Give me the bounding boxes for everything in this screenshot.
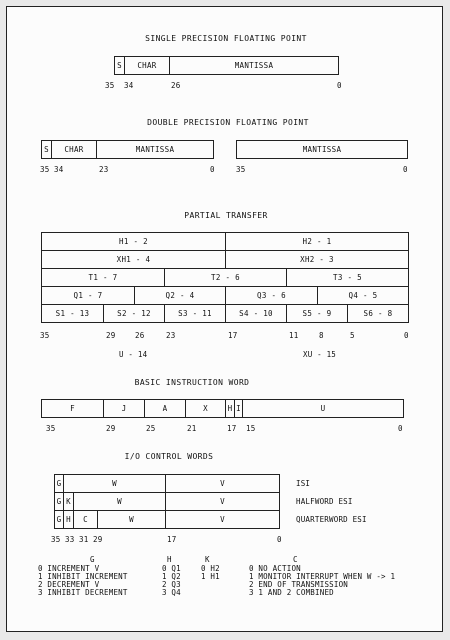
io-bit-17: 17 [167,535,177,544]
io-half-label: HALFWORD ESI [296,497,353,506]
io-isi-v: V [165,474,280,493]
double-bit-23: 23 [99,165,109,174]
single-s-field: S [114,56,125,75]
partial-t2: T2 - 6 [164,268,287,287]
single-bit-26: 26 [171,81,181,90]
double-char-field: CHAR [51,140,97,159]
partial-bit-11: 11 [289,331,299,340]
legend-k-1: 1 H1 [201,572,220,581]
partial-bit-26: 26 [135,331,145,340]
partial-s6: S6 - 8 [347,304,409,323]
single-char-field: CHAR [124,56,170,75]
io-quarter-v: V [165,510,280,529]
basic-bit-15: 15 [246,424,256,433]
legend-k-head: K [205,555,210,564]
partial-h2: H2 - 1 [225,232,409,251]
partial-bit-8: 8 [319,331,324,340]
partial-bit-35: 35 [40,331,50,340]
partial-q1: Q1 - 7 [41,286,135,305]
io-bit-0: 0 [277,535,282,544]
partial-s1: S1 - 13 [41,304,104,323]
io-quarter-label: QUARTERWORD ESI [296,515,367,524]
double-precision-title: DOUBLE PRECISION FLOATING POINT [147,118,309,127]
io-quarter-c: C [73,510,98,529]
partial-xu-label: XU - 15 [303,350,337,359]
basic-bit-0: 0 [398,424,403,433]
io-bit-35: 35 [51,535,61,544]
partial-s4: S4 - 10 [225,304,287,323]
basic-bit-25: 25 [146,424,156,433]
io-half-g: G [54,492,64,511]
partial-q2: Q2 - 4 [134,286,226,305]
io-quarter-h: H [63,510,74,529]
legend-h-head: H [167,555,172,564]
basic-bit-21: 21 [187,424,197,433]
io-half-k: K [63,492,74,511]
io-quarter-g: G [54,510,64,529]
partial-s3: S3 - 11 [164,304,226,323]
legend-h-3: 3 Q4 [162,588,181,597]
legend-h-2: 2 Q3 [162,580,181,589]
basic-f-field: F [41,399,104,418]
single-precision-title: SINGLE PRECISION FLOATING POINT [145,34,307,43]
single-bit-34: 34 [124,81,134,90]
single-bit-35: 35 [105,81,115,90]
double-bit-34: 34 [54,165,64,174]
partial-s5: S5 - 9 [286,304,348,323]
single-mantissa-field: MANTISSA [169,56,339,75]
partial-transfer-title: PARTIAL TRANSFER [184,211,268,220]
double-word2-bit-0: 0 [403,165,408,174]
partial-q3: Q3 - 6 [225,286,318,305]
partial-t1: T1 - 7 [41,268,165,287]
partial-q4: Q4 - 5 [317,286,409,305]
io-isi-w: W [63,474,166,493]
partial-bit-23: 23 [166,331,176,340]
partial-bit-5: 5 [350,331,355,340]
double-mantissa-field-1: MANTISSA [96,140,214,159]
basic-h-field: H [225,399,235,418]
legend-h-1: 1 Q2 [162,572,181,581]
legend-c-head: C [293,555,298,564]
double-bit-0: 0 [210,165,215,174]
partial-t3: T3 - 5 [286,268,409,287]
single-bit-0: 0 [337,81,342,90]
partial-bit-0: 0 [404,331,409,340]
legend-g-1: 1 INHIBIT INCREMENT [38,572,128,581]
legend-g-3: 3 INHIBIT DECREMENT [38,588,128,597]
basic-bit-35: 35 [46,424,56,433]
io-isi-label: ISI [296,479,311,488]
io-bit-31: 31 [79,535,89,544]
legend-g-head: G [90,555,95,564]
io-half-v: V [165,492,280,511]
partial-bit-29: 29 [106,331,116,340]
io-bit-33: 33 [65,535,75,544]
partial-xh1: XH1 - 4 [41,250,226,269]
double-s-field: S [41,140,52,159]
io-control-title: I/O CONTROL WORDS [124,452,214,461]
partial-s2: S2 - 12 [103,304,165,323]
basic-a-field: A [144,399,186,418]
legend-k-0: 0 H2 [201,564,220,573]
legend-c-1: 1 MONITOR INTERRUPT WHEN W -> 1 [249,572,396,581]
io-bit-29: 29 [93,535,103,544]
legend-c-2: 2 END OF TRANSMISSION [249,580,349,589]
io-half-w: W [73,492,166,511]
double-bit-35: 35 [40,165,50,174]
io-isi-g: G [54,474,64,493]
basic-instruction-title: BASIC INSTRUCTION WORD [134,378,250,387]
double-word2-bit-35: 35 [236,165,246,174]
partial-xh2: XH2 - 3 [225,250,409,269]
legend-c-3: 3 1 AND 2 COMBINED [249,588,334,597]
partial-bit-17: 17 [228,331,238,340]
partial-u-label: U - 14 [119,350,148,359]
double-mantissa-field-2: MANTISSA [236,140,408,159]
legend-h-0: 0 Q1 [162,564,181,573]
partial-h1: H1 - 2 [41,232,226,251]
basic-j-field: J [103,399,145,418]
basic-bit-29: 29 [106,424,116,433]
legend-c-0: 0 NO ACTION [249,564,301,573]
basic-bit-17: 17 [227,424,237,433]
basic-u-field: U [242,399,404,418]
basic-x-field: X [185,399,226,418]
basic-i-field: I [234,399,243,418]
legend-g-0: 0 INCREMENT V [38,564,100,573]
io-quarter-w: W [97,510,166,529]
legend-g-2: 2 DECREMENT V [38,580,100,589]
